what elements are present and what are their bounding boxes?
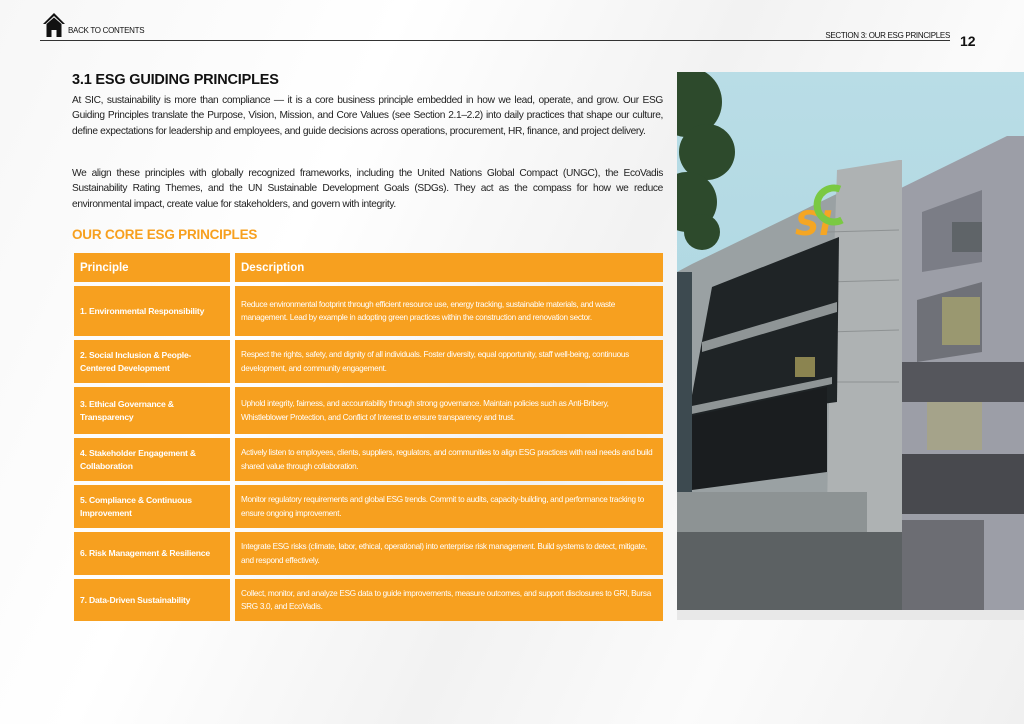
section-label: SECTION 3: OUR ESG PRINCIPLES — [825, 31, 950, 40]
home-icon[interactable] — [42, 12, 66, 38]
description-cell: Monitor regulatory requirements and global ESG trends. Commit to audits, capacity-building, and performance tracking to ensure ongoing improvement. — [235, 485, 663, 528]
table-header-principle: Principle — [74, 253, 230, 282]
building-photo — [677, 72, 1024, 620]
principle-cell: 3. Ethical Governance & Transparency — [74, 387, 230, 434]
description-cell: Respect the rights, safety, and dignity of all individuals. Foster diversity, equal opportunity, staff well-being, continuous development, and community engagement. — [235, 340, 663, 383]
description-cell: Uphold integrity, fairness, and accountability through strong governance. Maintain policies such as Anti-Bribery, Whistleblower Protection, and Conflict of Interest to ensure transparency and trust. — [235, 387, 663, 434]
sic-sign-logo: SI — [795, 204, 833, 244]
description-cell: Actively listen to employees, clients, suppliers, regulators, and communities to align ESG practices with real needs and build shared value through collaboration. — [235, 438, 663, 481]
principle-cell: 2. Social Inclusion & People-Centered Development — [74, 340, 230, 383]
principle-cell: 4. Stakeholder Engagement & Collaboration — [74, 438, 230, 481]
section-subtitle: OUR CORE ESG PRINCIPLES — [72, 227, 258, 242]
table-header-description: Description — [235, 253, 663, 282]
description-cell: Integrate ESG risks (climate, labor, ethical, operational) into enterprise risk management. Build systems to detect, mitigate, and respond effectively. — [235, 532, 663, 575]
principle-cell: 5. Compliance & Continuous Improvement — [74, 485, 230, 528]
frameworks-paragraph: We align these principles with globally recognized frameworks, including the United Nations Global Compact (UNGC), the EcoVadis Sustainability Rating Themes, and the UN Sustainable Development Goals (SDGs). They act as the compass for how we reduce environmental impact, create value for stakeholders, and govern with integrity. — [72, 168, 663, 210]
principle-cell: 1. Environmental Responsibility — [74, 286, 230, 336]
page-title: 3.1 ESG GUIDING PRINCIPLES — [72, 72, 279, 88]
description-cell: Collect, monitor, and analyze ESG data to guide improvements, measure outcomes, and support disclosures to GRI, Bursa SRG 3.0, and EcoVadis. — [235, 579, 663, 621]
back-to-contents-link[interactable]: BACK TO CONTENTS — [68, 26, 145, 35]
page-number: 12 — [960, 33, 976, 49]
principle-cell: 7. Data-Driven Sustainability — [74, 579, 230, 621]
header-divider — [40, 40, 950, 41]
description-cell: Reduce environmental footprint through efficient resource use, energy tracking, sustainable materials, and waste management. Lead by example in adopting green practices within the construction and renovation sector. — [235, 286, 663, 336]
principle-cell: 6. Risk Management & Resilience — [74, 532, 230, 575]
intro-paragraph: At SIC, sustainability is more than compliance — it is a core business principle embedded in how we lead, operate, and grow. Our ESG Guiding Principles translate the Purpose, Vision, Mission, and Core Values (see Section 2.1–2.2) into daily practices that shape our culture, define expectations for leadership and employees, and guide decisions across operations, procurement, HR, finance, and project delivery. — [72, 95, 663, 137]
